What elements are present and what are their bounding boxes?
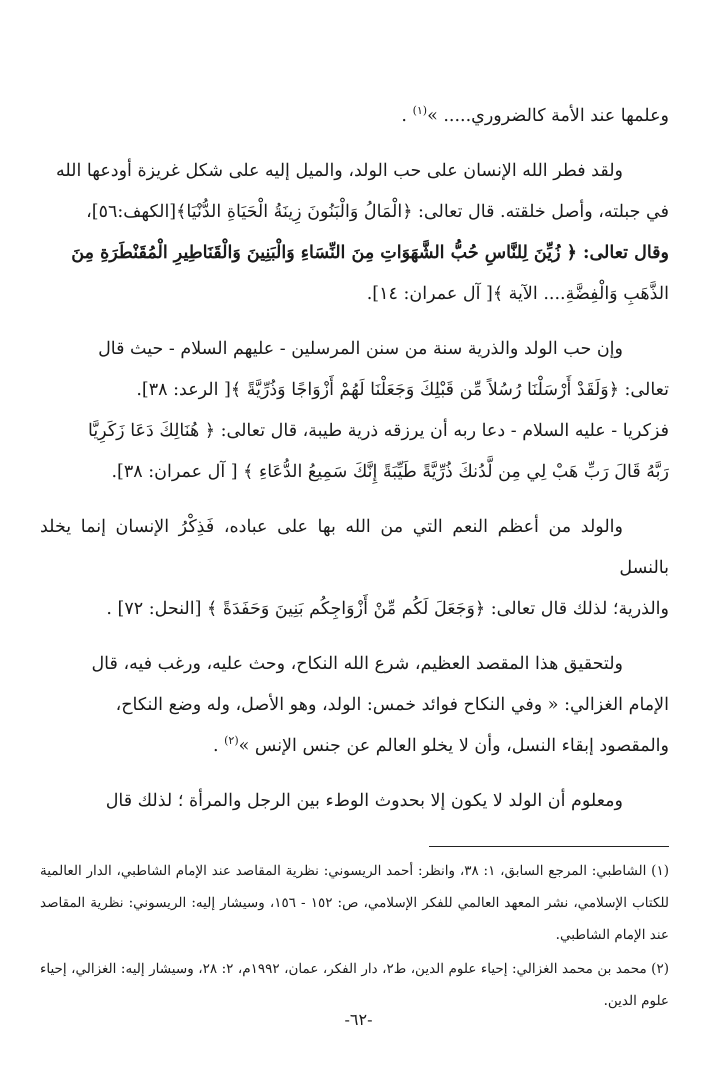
- footnote-ref-1: (١): [412, 104, 428, 118]
- footnotes: [40, 855, 669, 1017]
- text-line: والمقصود إبقاء النسل، وأن لا يخلو العالم عن جنس الإنس »$^{(٢)}$ .: [212, 734, 669, 756]
- quran-verse-line: وقال تعالى: ﴿ زُيِّنَ لِلنَّاسِ حُبُّ الشَّهَوَاتِ مِنَ النِّسَاءِ وَالْبَنِينَ وَالْقَنَاطِيرِ الْمُقَنْطَرَةِ مِنَ: [71, 243, 669, 263]
- text-line: تعالى: ﴿وَلَقَدْ أَرْسَلْنَا رُسُلاً مِّن قَبْلِكَ وَجَعَلْنَا لَهُمْ أَزْوَاجًا وَذُرِّيَّةً ﴾[ الرعد: ٣٨].: [136, 380, 669, 400]
- text-line: ولقد فطر الله الإنسان على حب الولد، والميل إليه على شكل غريزة أودعها الله: [56, 161, 623, 181]
- footnote-1: (١) الشاطبي: المرجع السابق، ١: ٣٨، وانظر: أحمد الريسوني: نظرية المقاصد عند الإمام الشاطبي، الدار العالمية للكتاب الإسلامي، نشر المعهد العالمي للفكر الإسلامي، ص: ١٥٢ - ١٥٦، وسيشار إليه: الريسوني: نظرية المقاصد عند الإمام الشاطبي.: [40, 863, 669, 943]
- footnote-ref-2: (٢): [224, 734, 239, 748]
- footnote-2: (٢) محمد بن محمد الغزالي: إحياء علوم الدين، ط٢، دار الفكر، عمان، ١٩٩٢م، ٢: ٢٨، وسيشار إليه: الغزالي، إحياء علوم الدين.: [40, 961, 669, 1009]
- paragraph-4: [40, 507, 669, 630]
- paragraph-1: [40, 96, 669, 137]
- text-line: والولد من أعظم النعم التي من الله بها على عباده، فَذِكْرُ الإنسان إنما يخلد بالنسل: [40, 517, 669, 578]
- text-line: وعلمها عند الأمة كالضروري..... »$^{(١)}$ .: [401, 104, 669, 126]
- text-line: الذَّهَبِ وَالْفِضَّةِ.... الآية ﴾[ آل عمران: ١٤].: [366, 284, 669, 304]
- text-line: والذرية؛ لذلك قال تعالى: ﴿وَجَعَلَ لَكُم مِّنْ أَزْوَاجِكُم بَنِينَ وَحَفَدَةً ﴾ [النحل: ٧٢] .: [106, 599, 669, 619]
- page-number: -٦٢-: [344, 1010, 373, 1029]
- text-line: رَبَّهُ قَالَ رَبِّ هَبْ لِي مِن لَّدُنكَ ذُرِّيَّةً طَيِّبَةً إِنَّكَ سَمِيعُ الدُّعَاءِ ﴾ [ آل عمران: ٣٨].: [111, 462, 669, 482]
- text-line: الإمام الغزالي: « وفي النكاح فوائد خمس: الولد، وهو الأصل، وله وضع النكاح،: [115, 695, 669, 715]
- paragraph-2: [40, 151, 669, 315]
- text-line: فزكريا - عليه السلام - دعا ربه أن يرزقه ذرية طيبة، قال تعالى: ﴿ هُنَالِكَ دَعَا زَكَرِيَّا: [87, 421, 669, 441]
- paragraph-3: [40, 329, 669, 493]
- footnote-divider: [429, 846, 669, 847]
- paragraph-6: [40, 781, 669, 822]
- text-line: وإن حب الولد والذرية سنة من سنن المرسلين - عليهم السلام - حيث قال: [98, 339, 623, 359]
- text-line: ولتحقيق هذا المقصد العظيم، شرع الله النكاح، وحث عليه، ورغب فيه، قال: [91, 654, 623, 674]
- text-line: ومعلوم أن الولد لا يكون إلا بحدوث الوطء بين الرجل والمرأة ؛ لذلك قال: [105, 791, 623, 811]
- text-line: في جبلته، وأصل خلقته. قال تعالى: ﴿الْمَالُ وَالْبَنُونَ زِينَةُ الْحَيَاةِ الدُّنْيَا﴾[الكهف:٥٦]،: [86, 202, 669, 222]
- main-text: [40, 96, 669, 822]
- paragraph-5: [40, 644, 669, 767]
